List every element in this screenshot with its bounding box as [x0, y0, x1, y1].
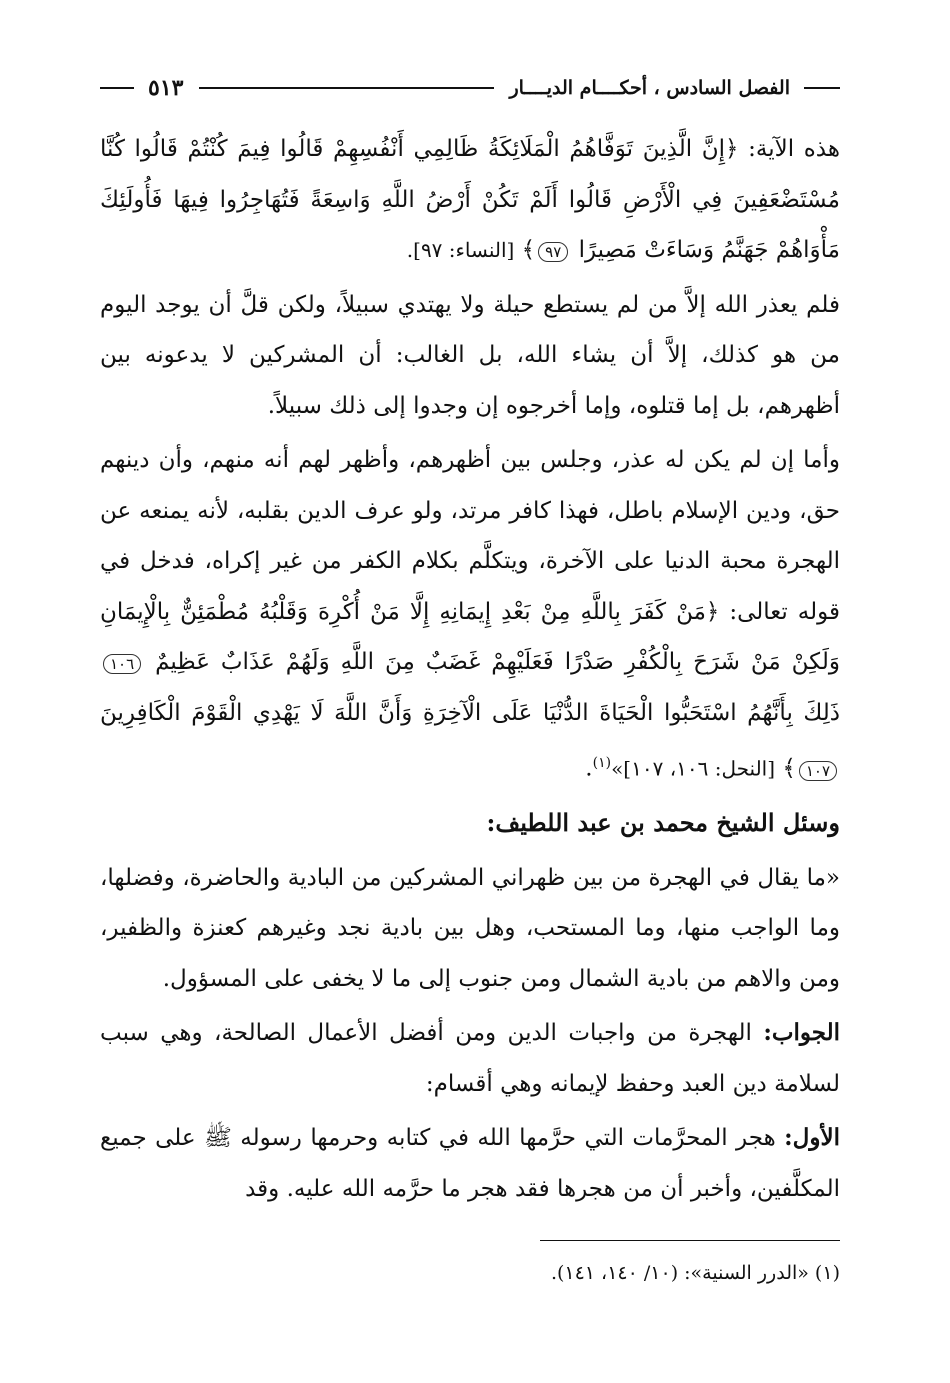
running-header: [100, 68, 840, 108]
quran-verse: ﴿إِنَّ الَّذِينَ تَوَفَّاهُمُ الْمَلَائِكَةُ ظَالِمِي أَنْفُسِهِمْ قَالُوا فِيمَ كُنْتُمْ قَالُوا كُنَّا مُسْتَضْعَفِينَ فِي الْأَرْضِ قَالُوا أَلَمْ تَكُنْ أَرْضُ اللَّهِ وَاسِعَةً فَتُهَاجِرُوا فِيهَا فَأُولَئِكَ مَأْوَاهُمْ جَهَنَّمُ وَسَاءَتْ مَصِيرًا: [100, 136, 840, 263]
header-rule: [199, 87, 493, 89]
surah-citation: [النحل: ١٠٦، ١٠٧]»: [611, 756, 776, 781]
footnote-reference[interactable]: (١): [592, 755, 612, 771]
paragraph-2: فلم يعذر الله إلاَّ من لم يستطع حيلة ولا يهتدي سبيلاً، ولكن قلَّ أن يوجد اليوم من هو كذلك، إلاَّ أن يشاء الله، بل الغالب: أن المشركين لا يدعونه بين أظهرهم، بل إما قتلوه، وإما أخرجوه إن وجدوا إلى ذلك سبيلاً.: [100, 291, 840, 419]
paragraph-question: «ما يقال في الهجرة من بين ظهراني المشركين من البادية والحاضرة، وفضلها، وما الواجب منها، وما المستحب، وهل بين بادية نجد وغيرهم كعنزة والظفير، ومن والاهم من بادية الشمال ومن جنوب إلى ما لا يخفى على المسؤول.: [100, 864, 840, 992]
chapter-title: الفصل السادس ، أحكــــام الديــــار: [509, 77, 790, 99]
answer-label: الجواب:: [763, 1019, 840, 1047]
first-label: الأول:: [784, 1124, 840, 1152]
paragraph-text: وأما إن لم يكن له عذر، وجلس بين أظهرهم، وأظهر لهم أنه منهم، وأن دينهم حق، ودين الإسلام باطل، فهذا كافر مرتد، ولو عرف الدين بقلبه، لأنه يمنعه عن الهجرة محبة الدنيا على الآخرة، ويتكلَّم بكلام الكفر من غير إكراه، فدخل في قوله تعالى:: [100, 447, 840, 625]
verse-close-bracket: ﴾: [521, 237, 536, 263]
answer-text: الهجرة من واجبات الدين ومن أفضل الأعمال الصالحة، وهي سبب لسلامة دين العبد وحفظ لإيمانه وهي أقسام:: [100, 1020, 840, 1097]
quran-verse: ﴿مَنْ كَفَرَ بِاللَّهِ مِنْ بَعْدِ إِيمَانِهِ إِلَّا مَنْ أُكْرِهَ وَقَلْبُهُ مُطْمَئِنٌّ بِالْإِيمَانِ وَلَكِنْ مَنْ شَرَحَ بِالْكُفْرِ صَدْرًا فَعَلَيْهِمْ غَضَبٌ مِنَ اللَّهِ وَلَهُمْ عَذَابٌ عَظِيمٌ: [100, 598, 840, 675]
main-text: [100, 124, 840, 1218]
verse-number-ornament: ١٠٧: [799, 761, 837, 781]
page-number: ٥١٣: [148, 75, 184, 101]
header-rule-start: [804, 87, 840, 89]
footnote: (١) «الدرر السنية»: (١٠/ ١٤٠، ١٤١).: [550, 1262, 840, 1284]
paragraph-3: [100, 435, 840, 794]
paragraph-end-mark: .: [585, 755, 593, 782]
paragraph-intro: هذه الآية:: [738, 136, 840, 162]
paragraph-1: [100, 124, 840, 276]
paragraph-first-category: [100, 1113, 840, 1214]
verse-number-ornament: ٩٧: [538, 242, 568, 262]
paragraph-answer: [100, 1008, 840, 1109]
verse-number-ornament: ١٠٦: [103, 654, 141, 674]
question-heading: وسئل الشيخ محمد بن عبد اللطيف:: [486, 808, 840, 838]
first-text: هجر المحرَّمات التي حرَّمها الله في كتابه وحرمها رسوله ﷺ على جميع المكلَّفين، وأخبر أن من هجرها فقد هجر ما حرَّمه الله عليه. وقد: [100, 1125, 840, 1202]
footnote-separator: [540, 1240, 840, 1241]
verse-close-bracket: ﴾: [782, 755, 796, 782]
quran-verse-continued: ذَلِكَ بِأَنَّهُمُ اسْتَحَبُّوا الْحَيَاةَ الدُّنْيَا عَلَى الْآخِرَةِ وَأَنَّ اللَّهَ لَا يَهْدِي الْقَوْمَ الْكَافِرِينَ: [100, 699, 840, 726]
header-rule-end: [100, 87, 134, 89]
surah-citation: [النساء: ٩٧].: [406, 238, 515, 262]
